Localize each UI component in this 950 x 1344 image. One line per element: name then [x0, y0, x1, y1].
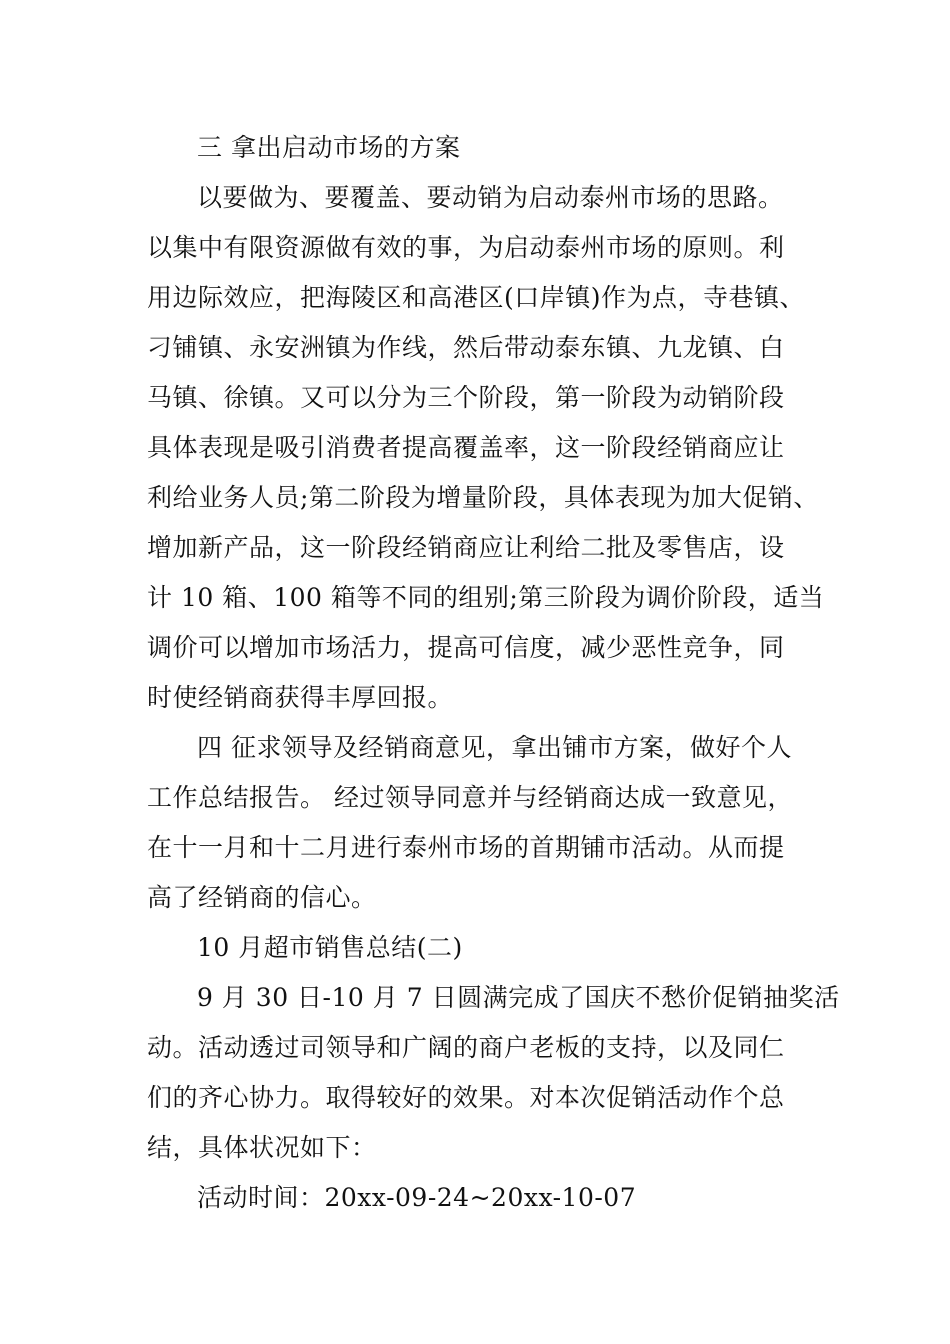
paragraph-line: 在十一月和十二月进行泰州市场的首期铺市活动。从而提 [147, 833, 785, 862]
paragraph-line: 调价可以增加市场活力，提高可信度，减少恶性竞争，同 [147, 633, 785, 662]
paragraph-line: 高了经销商的信心。 [147, 883, 377, 912]
paragraph-line: 利给业务人员;第二阶段为增量阶段，具体表现为加大促销、 [147, 483, 819, 512]
subtitle: 10 月超市销售总结(二) [197, 933, 463, 962]
paragraph-line: 工作总结报告。 经过领导同意并与经销商达成一致意见， [147, 783, 793, 812]
paragraph-line: 具体表现是吸引消费者提高覆盖率，这一阶段经销商应让 [147, 433, 785, 462]
paragraph-line: 以集中有限资源做有效的事，为启动泰州市场的原则。利 [147, 233, 785, 262]
paragraph-line: 们的齐心协力。取得较好的效果。对本次促销活动作个总 [147, 1083, 785, 1112]
paragraph-line: 结，具体状况如下： [147, 1133, 377, 1162]
paragraph-line: 动。活动透过司领导和广阔的商户老板的支持，以及同仁 [147, 1033, 785, 1062]
paragraph-line: 计 10 箱、100 箱等不同的组别;第三阶段为调价阶段，适当 [147, 583, 825, 612]
paragraph-line: 刁铺镇、永安洲镇为作线，然后带动泰东镇、九龙镇、白 [147, 333, 785, 362]
paragraph-line: 用边际效应，把海陵区和高港区(口岸镇)作为点，寺巷镇、 [147, 283, 806, 312]
paragraph-line: 时使经销商获得丰厚回报。 [147, 683, 454, 712]
paragraph-line: 9 月 30 日-10 月 7 日圆满完成了国庆不愁价促销抽奖活 [197, 983, 840, 1012]
section-heading-4: 四 征求领导及经销商意见，拿出铺市方案，做好个人 [197, 733, 792, 762]
activity-time-line: 活动时间：20xx-09-24~20xx-10-07 [197, 1183, 637, 1212]
section-heading-3: 三 拿出启动市场的方案 [197, 133, 461, 162]
paragraph-line: 增加新产品，这一阶段经销商应让利给二批及零售店，设 [147, 533, 785, 562]
paragraph-line: 马镇、徐镇。又可以分为三个阶段，第一阶段为动销阶段 [147, 383, 785, 412]
paragraph-line: 以要做为、要覆盖、要动销为启动泰州市场的思路。 [197, 183, 784, 212]
